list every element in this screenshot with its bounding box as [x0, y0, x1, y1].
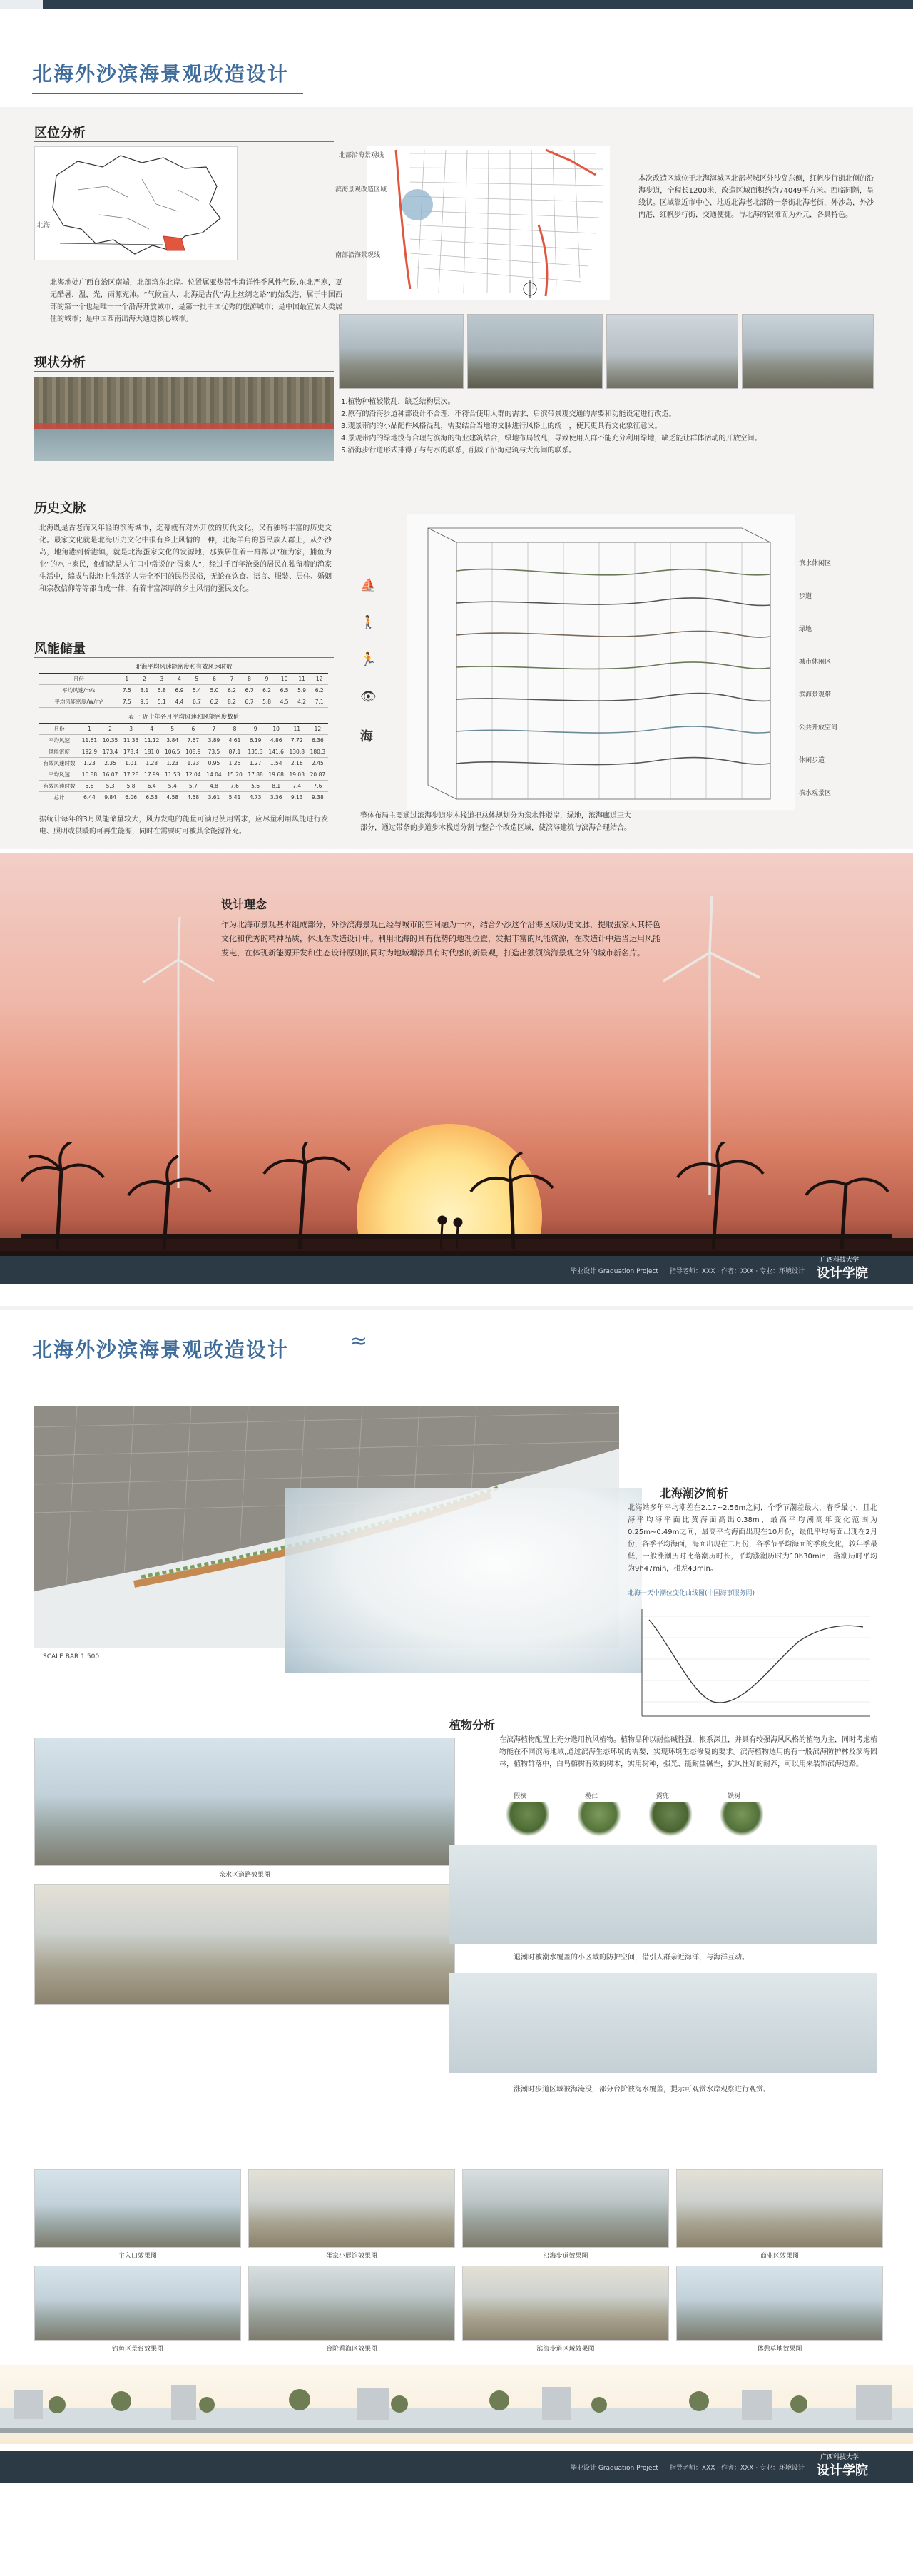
table-cell: 8.1 — [266, 781, 287, 792]
footer-university: 广西科技大学 — [820, 1257, 860, 1264]
table-cell: 11.61 — [79, 735, 100, 746]
table-cell: 5.3 — [100, 781, 121, 792]
table-cell: 4.2 — [293, 696, 311, 708]
table-cell: 9.13 — [287, 792, 307, 803]
table-header: 11 — [287, 724, 307, 735]
table-cell: 11.33 — [121, 735, 141, 746]
wind-heading: 风能储量 — [34, 642, 86, 656]
table-cell: 风能密度 — [39, 746, 79, 758]
table-header: 3 — [153, 674, 171, 685]
table-cell: 19.03 — [287, 769, 307, 781]
table-row — [39, 735, 328, 746]
table-cell: 6.2 — [310, 685, 328, 696]
diagram-legend: 滨水休闲区 步道 绿地 城市休闲区 滨海景观带 公共开放空间 休闲步道 滨水观景区 — [799, 559, 838, 797]
table-cell: 73.5 — [203, 746, 224, 758]
scale-bar: SCALE BAR 1:500 — [43, 1653, 100, 1660]
table-cell: 108.9 — [183, 746, 203, 758]
footer-school: 设计学院 — [817, 1266, 868, 1281]
label-north-line: 北部沿海景观线 — [339, 152, 384, 159]
footer-credits-2: 指导老师：XXX · 作者：XXX · 专业：环境设计 — [669, 2465, 805, 2472]
render-caption-6: 台阶看海区效果图 — [325, 2346, 377, 2353]
table-header: 4 — [170, 674, 188, 685]
table-cell: 7.67 — [183, 735, 203, 746]
table-cell: 5.8 — [121, 781, 141, 792]
footer-credits: 指导老师：XXX · 作者：XXX · 专业：环境设计 — [669, 1267, 805, 1275]
table-header: 7 — [223, 674, 241, 685]
page-title: 北海外沙滨海景观改造设计 — [32, 62, 290, 86]
table-header: 月份 — [39, 724, 79, 735]
pier-render — [34, 1738, 455, 1866]
table-cell: 平均风速 — [39, 735, 79, 746]
table-cell: 4.61 — [224, 735, 245, 746]
table-header: 9 — [258, 674, 276, 685]
table-header: 1 — [118, 674, 136, 685]
table-header: 1 — [79, 724, 100, 735]
table-cell: 141.6 — [266, 746, 287, 758]
footer-school-2: 设计学院 — [817, 2463, 868, 2478]
location-paragraph-main: 北海地处广西自治区南端，北部湾东北岸。位置属亚热带性海洋性季风性气候,东北严寒，夏无酷暑，温，光，雨源充沛。“气候宜人，北海是古代“海上丝绸之路”的始发港，属于中国西部的第一个也是唯一一个沿海开放城市，是第一批中国优秀的旅游城市；是中国最宜居人类居住的城市；是中国西南出海大通道核心城市。 — [50, 279, 342, 323]
site-photo-4 — [742, 314, 874, 389]
table-cell: 平均风能密度/W/m² — [39, 696, 118, 708]
section-elevation-2 — [449, 1973, 877, 2073]
table-cell: 6.7 — [188, 696, 206, 708]
section-caption-2: 涨潮时步道区域被海淹没，部分台阶被海水覆盖，提示可观赏水岸观察进行观赏。 — [514, 2086, 770, 2094]
province-outline-icon — [35, 147, 238, 261]
table-cell: 17.99 — [141, 769, 162, 781]
table-header: 4 — [141, 724, 162, 735]
analysis-panel — [0, 107, 913, 849]
sheet2-top-strip — [0, 1306, 913, 1310]
section-elevation-1 — [449, 1845, 877, 1944]
table-row — [39, 792, 328, 803]
table-cell: 15.20 — [224, 769, 245, 781]
table-cell: 135.3 — [245, 746, 266, 758]
label-binhai-zone: 滨海景观改造区域 — [335, 186, 387, 193]
table-cell: 有效风速时数 — [39, 758, 79, 769]
plant-2 — [578, 1802, 621, 1837]
table-cell: 有效风速时数 — [39, 781, 79, 792]
table-header: 6 — [205, 674, 223, 685]
beihai-map-label: 北海 — [37, 222, 51, 229]
table-cell: 11.53 — [162, 769, 183, 781]
wind-table-1: 北海平均风速能密度和有效风速时数 月份 1 2 3 4 5 6 7 8 9 10 11 12 平均风速/m/s 7.5 8.1 5.8 6.9 5.4 5.0 6.2 6.7 6.2 6.5 5.9 6.2 平均风能密度/W/m² 7.5 9.5 5.1 4.4 6.7 6.2 8.2 6.7 5.8 4.5 4.2 7.1 — [39, 662, 328, 708]
table-cell: 16.07 — [100, 769, 121, 781]
run-icon: 🏃 — [360, 652, 377, 667]
table-cell: 7.6 — [224, 781, 245, 792]
table-cell: 总计 — [39, 792, 79, 803]
table-cell: 5.41 — [224, 792, 245, 803]
table-row — [39, 758, 328, 769]
table-cell: 5.0 — [205, 685, 223, 696]
table-row — [39, 696, 328, 708]
table-header: 12 — [310, 674, 328, 685]
table-cell: 0.95 — [203, 758, 224, 769]
footer-bar — [0, 1256, 913, 1284]
site-photo-3 — [606, 314, 738, 389]
table-cell: 1.01 — [121, 758, 141, 769]
table-cell: 4.4 — [170, 696, 188, 708]
sea-wash — [285, 1488, 642, 1673]
table-cell: 3.36 — [266, 792, 287, 803]
plants-heading: 植物分析 — [449, 1718, 496, 1732]
table-cell: 3.61 — [203, 792, 224, 803]
concept-text: 作为北海市景观基本组成部分，外沙滨海景观已经与城市的空间融为一体，结合外沙这个沿海区域历史文脉，提取蛋家人其特色文化和优秀的精神品质，体现在改造设计中。利用北海的具有优势的地理位置，发掘丰富的风能资源，在改造计中适当运用风能发电，在体现新能源开发和生态设计原则的同时为地域增添具有时代感的新景观，打造出独领滨海景观之外的城市新名片。 — [221, 920, 660, 958]
table-cell: 2.35 — [100, 758, 121, 769]
table-cell: 6.7 — [240, 685, 258, 696]
table-cell: 3.84 — [162, 735, 183, 746]
table-header: 5 — [162, 724, 183, 735]
sea-char-label: 海 — [360, 729, 373, 744]
plant-1 — [506, 1802, 549, 1837]
table-cell: 8.1 — [136, 685, 153, 696]
table-cell: 7.72 — [287, 735, 307, 746]
table-cell: 5.8 — [153, 685, 171, 696]
table-cell: 1.27 — [245, 758, 266, 769]
table-header: 11 — [293, 674, 311, 685]
table-cell: 7.1 — [310, 696, 328, 708]
site-photo-1 — [339, 314, 464, 389]
table-cell: 106.5 — [162, 746, 183, 758]
table-cell: 5.7 — [183, 781, 203, 792]
sheet2-title: 北海外沙滨海景观改造设计 — [32, 1338, 290, 1361]
table-cell: 6.19 — [245, 735, 266, 746]
plant-3 — [649, 1802, 692, 1837]
table-header: 10 — [275, 674, 293, 685]
table-cell: 平均风速/m/s — [39, 685, 118, 696]
table-cell: 6.06 — [121, 792, 141, 803]
table-cell: 8.2 — [223, 696, 241, 708]
render-main-entrance — [34, 2169, 241, 2248]
table-cell: 7.5 — [118, 696, 136, 708]
table-cell: 20.87 — [307, 769, 328, 781]
table-header: 12 — [307, 724, 328, 735]
table-header: 月份 — [39, 674, 118, 685]
concept-heading: 设计理念 — [221, 898, 267, 911]
table-cell: 6.5 — [275, 685, 293, 696]
table-cell: 平均风速 — [39, 769, 79, 781]
wind-note: 据统计每年的3月风能储量较大，风力发电的能量可满足使用需求，应尽量利用风能进行发电、照明或供暖的可再生能源，同时在需要时可被其余能源补充。 — [39, 816, 328, 836]
plant-label-4: 铁树 — [728, 1793, 741, 1800]
table-cell: 17.88 — [245, 769, 266, 781]
table-cell: 178.4 — [121, 746, 141, 758]
diagram-icon-column — [360, 578, 382, 764]
table-header: 2 — [136, 674, 153, 685]
render-exhibit — [248, 2169, 455, 2248]
city-street-map — [367, 146, 610, 300]
table-header: 10 — [266, 724, 287, 735]
table-cell: 9.38 — [307, 792, 328, 803]
table-cell: 1.54 — [266, 758, 287, 769]
table-cell: 5.1 — [153, 696, 171, 708]
table-header: 9 — [245, 724, 266, 735]
tide-chart-title: 北海一天中潮位变化曲线图(中国海事服务网) — [628, 1590, 755, 1597]
table-cell: 14.04 — [203, 769, 224, 781]
walk-icon: 🚶 — [360, 615, 377, 630]
tide-heading: 北海潮汐简析 — [660, 1486, 729, 1500]
tide-chart — [628, 1602, 877, 1723]
table-cell: 4.86 — [266, 735, 287, 746]
wind-table-2: 表一 近十年各月平均风速和风能密度数值 月份 1 2 3 4 5 6 7 8 9 10 11 12 平均风速 11.61 10.35 11.33 11.12 3.84 7.67 3.89 4.61 6.19 4.86 7.72 6.36 风能密度 192.9 173.4 178.4 181.0 106.5 108.9 73.5 87.1 135.3 141.6 130.8 180.3 有效风速时数 1.23 2.35 1.01 1.28 1.23 1.23 0.95 1.25 1.27 1.54 2.16 2.45 平均风速 16.88 16.07 17.28 17.99 11.53 12.04 14.04 15.20 17.88 19.68 19.03 20.87 有效风速时数 5.6 5.3 5.8 6.4 5.4 5.7 4.8 7.6 5.6 8.1 7.4 7.6 总计 6.44 9.84 6.06 6.53 4.58 4.58 3.61 5.41 4.73 3.36 9.13 9.38 — [39, 712, 328, 803]
table-cell: 7.4 — [287, 781, 307, 792]
stairs-render — [34, 1884, 455, 2005]
table-cell: 6.36 — [307, 735, 328, 746]
render-fishing — [34, 2266, 241, 2341]
table-cell: 5.9 — [293, 685, 311, 696]
table-cell: 2.16 — [287, 758, 307, 769]
top-bar — [0, 0, 913, 9]
render-caption-7: 滨海步道区域效果图 — [536, 2346, 595, 2353]
concept-panel — [0, 853, 913, 1284]
render-caption-8: 休憩草地效果图 — [757, 2346, 802, 2353]
table-cell: 4.58 — [183, 792, 203, 803]
table-cell: 87.1 — [224, 746, 245, 758]
table-header: 2 — [100, 724, 121, 735]
table-cell: 4.5 — [275, 696, 293, 708]
section-caption-1: 退潮时被潮水覆盖的小区域的防护空间，借引人群亲近海洋，与海洋互动。 — [514, 1954, 749, 1962]
plant-gallery — [499, 1795, 856, 1845]
design-panel — [0, 1395, 913, 2576]
table-cell: 17.28 — [121, 769, 141, 781]
table-cell: 181.0 — [141, 746, 162, 758]
render-caption-3: 沿海步道效果图 — [543, 2253, 588, 2260]
table-cell: 6.9 — [170, 685, 188, 696]
plant-label-1: 假槟 — [514, 1793, 527, 1800]
render-caption-1: 主入口效果图 — [118, 2253, 157, 2260]
footer-project: 毕业设计 Graduation Project — [571, 1267, 658, 1275]
table-header: 7 — [203, 724, 224, 735]
table-cell: 4.58 — [162, 792, 183, 803]
plant-label-2: 榄仁 — [585, 1793, 598, 1800]
wave-icon: ≈ — [350, 1329, 368, 1354]
table-cell: 130.8 — [287, 746, 307, 758]
plant-4 — [720, 1802, 763, 1837]
table-header: 8 — [224, 724, 245, 735]
table-cell: 19.68 — [266, 769, 287, 781]
render-steps — [248, 2266, 455, 2341]
table-header: 8 — [240, 674, 258, 685]
table-header: 3 — [121, 724, 141, 735]
table-cell: 6.2 — [205, 696, 223, 708]
render-gallery — [34, 2169, 883, 2355]
concept-textblock — [221, 896, 663, 960]
plant-label-3: 露兜 — [656, 1793, 670, 1800]
render-lawn — [676, 2266, 883, 2341]
table-cell: 5.4 — [162, 781, 183, 792]
table-row — [39, 769, 328, 781]
table-header: 5 — [188, 674, 206, 685]
table-cell: 3.89 — [203, 735, 224, 746]
render-caption-4: 商业区效果图 — [760, 2253, 799, 2260]
status-heading: 现状分析 — [34, 355, 86, 370]
table-cell: 6.53 — [141, 792, 162, 803]
table-cell: 4.8 — [203, 781, 224, 792]
table-cell: 5.6 — [245, 781, 266, 792]
table-row — [39, 685, 328, 696]
table-row — [39, 746, 328, 758]
plants-text: 在滨海植物配置上充分选用抗风植物。植物品种以耐盐碱性强，根系深且，并具有较强海风风格的植物为主，同时考虑植物能在不同滨海地域,通过滨海生态环境的需要，实现环境生态修复的要求。滨海植物选用的有一般滨海防护林及滨海园林，植物群落中，白鸟榕树有效的树木，实用树种，强光、能耐盐碱性，抗风性好的耐养，可以用来装饰滨海道路。 — [499, 1736, 877, 1768]
table-row — [39, 781, 328, 792]
table-cell: 6.2 — [223, 685, 241, 696]
table-header: 6 — [183, 724, 203, 735]
table-cell: 9.5 — [136, 696, 153, 708]
table-cell: 5.8 — [258, 696, 276, 708]
table-cell: 9.84 — [100, 792, 121, 803]
table-cell: 5.6 — [79, 781, 100, 792]
guangxi-map — [34, 146, 238, 260]
eye-icon: 👁 — [360, 689, 377, 704]
table-cell: 1.28 — [141, 758, 162, 769]
table-cell: 180.3 — [307, 746, 328, 758]
footer-university-2: 广西科技大学 — [820, 2454, 860, 2461]
table-cell: 192.9 — [79, 746, 100, 758]
status-points: 1.植物种植较散乱，缺乏结构层次。 2.原有的沿海步道种部设计不合理，不符合使用人群的需求，后滨带景观交通的需要和功能设定进行改造。 3.观景带内的小品配件风格混乱，需要结合当地的文脉进行风格上的统一，使其更具有文化象征意义。 4.景观带内的绿地没有合理与滨海的街业建筑结合，绿地布局散乱，导致使用人群不能充分利用绿地，缺乏能让群体活动的开放空间。 5.沿海步行道形式排得了与与水的联系，削减了沿海建筑与大海间的联系。 — [341, 398, 762, 455]
table-cell: 16.88 — [79, 769, 100, 781]
table-cell: 1.23 — [183, 758, 203, 769]
render-walkway — [462, 2169, 669, 2248]
table-cell: 173.4 — [100, 746, 121, 758]
table-cell: 6.2 — [258, 685, 276, 696]
long-elevation — [0, 2365, 913, 2444]
north-arrow-icon — [524, 280, 536, 298]
table-cell: 2.45 — [307, 758, 328, 769]
status-aerial-photo — [34, 377, 334, 461]
location-paragraph-right: 本次改造区域位于北海海城区北部老城区外沙岛东侧，红帆步行街北侧的沿海步道，全程长1200米，改造区域面积约为74049平方米。西临同隔，呈线状。区域靠近市中心，地近北海老北部的一条街北海老街，外沙岛，外沙内港，红帆步行街，交通便捷。与北海的银滩而为外元，各具特色。 — [638, 175, 874, 219]
history-paragraph: 北海既是古老而又年轻的滨海城市，迄幕就有对外开放的历代文化，又有独特丰富的历史文化。最家文化就是北海历史文化中很有乡土风情的一种，北海羊角的蛋民族人群上，从外沙岛，地角港到侨港镇，就是北海蛋家文化的发源地，那族居住着一群都以“植为家，捕鱼为业”的水上家民，他们就是人们口中常说的“蛋家人”，经过千百年沧桑的居民在独留着的渔家生活中，编成与陆地上生活的人完全不同的民俗民俗，无论在饮食、语言、服装、居住、婚姻和宗教信仰等等都自成一体，有着丰富深厚的乡土风情的蛋民文化。 — [39, 524, 332, 593]
table-cell: 7.6 — [307, 781, 328, 792]
table-cell: 11.12 — [141, 735, 162, 746]
title-rule — [32, 93, 303, 94]
sail-icon: ⛵ — [360, 578, 377, 593]
pier-caption: 亲水区道路效果图 — [218, 1872, 270, 1879]
render-promenade — [462, 2266, 669, 2341]
table-cell: 1.23 — [162, 758, 183, 769]
table-cell: 7.5 — [118, 685, 136, 696]
table-cell: 6.4 — [141, 781, 162, 792]
history-heading: 历史文脉 — [34, 501, 86, 516]
render-caption-5: 钓鱼区景台效果图 — [111, 2346, 163, 2353]
render-caption-2: 蛋家小展馆效果图 — [325, 2253, 377, 2260]
table-cell: 1.25 — [224, 758, 245, 769]
footer-project-2: 毕业设计 Graduation Project — [571, 2465, 658, 2472]
table-cell: 4.73 — [245, 792, 266, 803]
table-cell: 10.35 — [100, 735, 121, 746]
table-cell: 6.7 — [240, 696, 258, 708]
table-cell: 12.04 — [183, 769, 203, 781]
section-diagram — [407, 514, 795, 810]
table-cell: 5.4 — [188, 685, 206, 696]
tide-text: 北海站多年平均潮差在2.17~2.56m之间，个季节潮差最大，春季最小，且北海平均海平面比黄海面高出0.38m，最高平均潮高年变化范围为0.25m~0.49m之间，最高平均海面出现在10月份，最低平均海面出现在2月份，各季平均海面，海面出现在二月份，各季节平均海面的季度变化，较年季最低，一般涨潮历时比落潮历时长，平均涨潮历时为10h30min，落潮历时平均为9h47min，相差43min。 — [628, 1504, 877, 1573]
footer-bar-2 — [0, 2451, 913, 2483]
site-photo-2 — [467, 314, 603, 389]
render-commercial — [676, 2169, 883, 2248]
location-heading: 区位分析 — [34, 126, 86, 141]
diagram-caption: 整体布局主要通过滨海步道步木栈道把总体规划分为亲水性驳岸，绿地，滨海廊道三大部分，通过带条的步道步木栈道分割与整合个改造区域，使滨海建筑与滨海合理结合。 — [360, 812, 631, 832]
label-south-line: 南部沿海景观线 — [335, 252, 381, 259]
table-cell: 1.23 — [79, 758, 100, 769]
table-cell: 6.44 — [79, 792, 100, 803]
